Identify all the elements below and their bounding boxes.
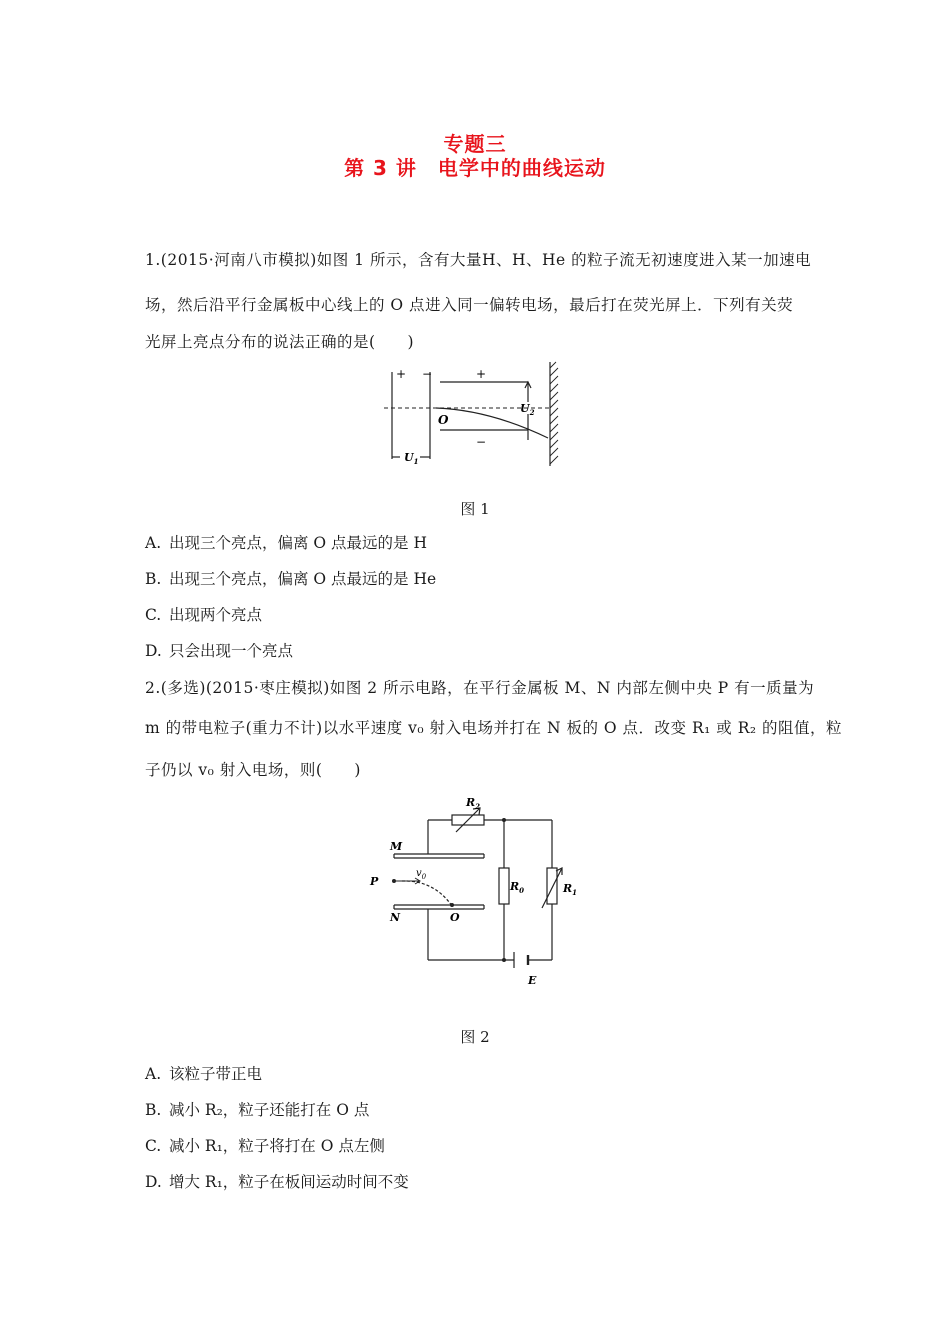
figure-2-label-R0: R bbox=[510, 880, 520, 893]
option-text: 只会出现一个亮点 bbox=[169, 642, 294, 660]
option-letter: C. bbox=[145, 1137, 162, 1155]
option-letter: B. bbox=[145, 570, 162, 588]
figure-1-label-U1-sub: 1 bbox=[413, 457, 419, 466]
lesson-title: 第 3 讲 电学中的曲线运动 bbox=[344, 156, 606, 180]
figure-1-minus-left: − bbox=[422, 367, 433, 381]
q1-stem-line-3: 光屏上亮点分布的说法正确的是( ) bbox=[145, 333, 415, 351]
q2-stem-line-1: 2.(多选)(2015·枣庄模拟)如图 2 所示电路，在平行金属板 M、N 内部左侧中央 P 有一质量为 bbox=[145, 679, 815, 697]
svg-text:R1 bbox=[562, 882, 577, 897]
option-text: 减小 R₁，粒子将打在 O 点左侧 bbox=[169, 1137, 385, 1155]
option-text: 出现三个亮点，偏离 O 点最远的是 He bbox=[169, 570, 437, 588]
svg-text:U2 bbox=[520, 402, 535, 417]
figure-2-caption: 图 2 bbox=[460, 1028, 490, 1046]
option-letter: D. bbox=[145, 642, 162, 660]
q2-option-d bbox=[145, 1170, 409, 1192]
figure-1-plus-left: + bbox=[396, 367, 407, 381]
svg-text:R2 bbox=[465, 796, 480, 811]
q2-option-a bbox=[145, 1062, 262, 1084]
figure-2-circuit bbox=[364, 792, 578, 992]
q1-stem-line-1: 1.(2015·河南八市模拟)如图 1 所示，含有大量H、H、He 的粒子流无初速度进入某一加速电 bbox=[145, 251, 812, 269]
figure-1-plus-top: + bbox=[476, 367, 487, 381]
figure-1-accelerator-deflector bbox=[380, 362, 570, 472]
figure-1-minus-bottom: − bbox=[476, 435, 487, 449]
svg-text:R0 bbox=[509, 880, 524, 895]
q2-stem-line-2: m 的带电粒子(重力不计)以水平速度 v₀ 射入电场并打在 N 板的 O 点．改变 R₁ 或 R₂ 的阻值，粒 bbox=[145, 719, 842, 737]
option-letter: C. bbox=[145, 606, 162, 624]
figure-2-label-O: O bbox=[450, 911, 460, 924]
option-text: 减小 R₂，粒子还能打在 O 点 bbox=[169, 1101, 370, 1119]
option-text: 出现两个亮点 bbox=[169, 606, 263, 624]
figure-1-label-O: O bbox=[438, 413, 449, 427]
q1-option-a bbox=[145, 531, 427, 553]
figure-2-label-R0-sub: 0 bbox=[519, 886, 525, 895]
option-letter: D. bbox=[145, 1173, 162, 1191]
q2-stem-line-3: 子仍以 v₀ 射入电场，则( ) bbox=[145, 761, 361, 779]
q1-option-b bbox=[145, 567, 436, 589]
figure-1-caption: 图 1 bbox=[460, 500, 490, 518]
figure-2-label-P: P bbox=[370, 875, 379, 888]
figure-1-label-U2-sub: 2 bbox=[529, 408, 535, 417]
q2-option-c bbox=[145, 1134, 385, 1156]
option-letter: A. bbox=[145, 1065, 162, 1083]
figure-2-label-R1: R bbox=[563, 882, 573, 895]
figure-2-label-E: E bbox=[528, 974, 537, 987]
q2-option-b bbox=[145, 1098, 369, 1120]
figure-2-label-R1-sub: 1 bbox=[572, 888, 578, 897]
option-letter: A. bbox=[145, 534, 162, 552]
option-text: 该粒子带正电 bbox=[169, 1065, 263, 1083]
figure-2-label-v0: v bbox=[416, 868, 422, 879]
q1-option-c bbox=[145, 603, 262, 625]
figure-2-label-R2-sub: 2 bbox=[475, 802, 481, 811]
option-text: 出现三个亮点，偏离 O 点最远的是 H bbox=[169, 534, 428, 552]
figure-2-label-M: M bbox=[390, 840, 403, 853]
figure-2-label-R2: R bbox=[466, 796, 476, 809]
figure-1-label-U2: U bbox=[520, 402, 530, 415]
svg-text:U1 bbox=[404, 451, 418, 466]
option-letter: B. bbox=[145, 1101, 162, 1119]
q1-stem-line-2: 场，然后沿平行金属板中心线上的 O 点进入同一偏转电场，最后打在荧光屏上．下列有关荧 bbox=[145, 296, 794, 314]
option-text: 增大 R₁，粒子在板间运动时间不变 bbox=[169, 1173, 409, 1191]
figure-2-label-v0-sub: 0 bbox=[421, 873, 427, 881]
q1-option-d bbox=[145, 639, 293, 661]
section-title: 专题三 bbox=[443, 132, 507, 156]
figure-2-label-N: N bbox=[390, 911, 401, 924]
figure-1-label-U1: U bbox=[404, 451, 414, 464]
